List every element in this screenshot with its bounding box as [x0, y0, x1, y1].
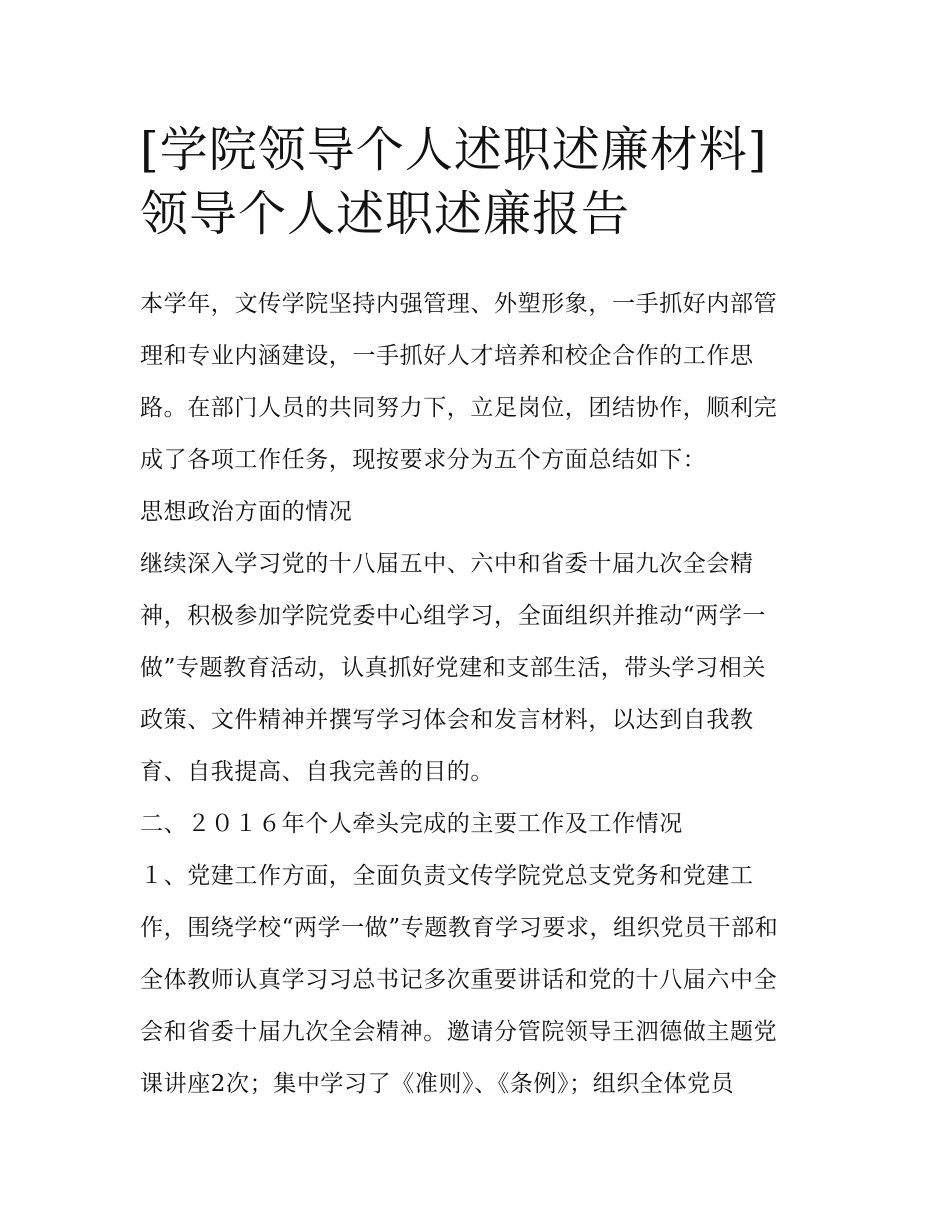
body-line: 政策、文件精神并撰写学习体会和发言材料，以达到自我教	[140, 707, 754, 733]
body-line: 会和省委十届九次全会精神。邀请分管院领导王泗德做主题党	[140, 1019, 778, 1045]
body-line: 作，围绕学校“两学一做”专题教育学习要求，组织党员干部和	[140, 915, 779, 941]
document-body	[140, 278, 820, 1110]
body-line: 育、自我提高、自我完善的目的。	[140, 759, 494, 785]
body-line: 全体教师认真学习习总书记多次重要讲话和党的十八届六中全	[140, 967, 778, 993]
document-title	[140, 118, 820, 246]
body-line: 成了各项工作任务，现按要求分为五个方面总结如下：	[140, 447, 707, 473]
title-line-2: 领导个人述职述廉报告	[140, 186, 631, 242]
body-line: １、党建工作方面，全面负责文传学院党总支党务和党建工	[140, 863, 754, 889]
document-page	[140, 118, 820, 1110]
body-line: 做”专题教育活动，认真抓好党建和支部生活，带头学习相关	[140, 655, 766, 681]
body-line: 课讲座2次；集中学习了《准则》、《条例》；组织全体党员	[140, 1071, 735, 1097]
body-line: 继续深入学习党的十八届五中、六中和省委十届九次全会精	[140, 551, 754, 577]
body-line: 路。在部门人员的共同努力下，立足岗位，团结协作，顺利完	[140, 395, 778, 421]
title-line-1: [学院领导个人述职述廉材料]	[140, 122, 768, 178]
body-line: 理和专业内涵建设，一手抓好人才培养和校企合作的工作思	[140, 343, 754, 369]
body-line: 本学年，文传学院坚持内强管理、外塑形象，一手抓好内部管	[140, 291, 778, 317]
body-line: 神，积极参加学院党委中心组学习，全面组织并推动“两学一	[140, 603, 766, 629]
section-heading: 二、２０１６年个人牵头完成的主要工作及工作情况	[140, 811, 683, 837]
section-heading: 思想政治方面的情况	[140, 499, 353, 525]
